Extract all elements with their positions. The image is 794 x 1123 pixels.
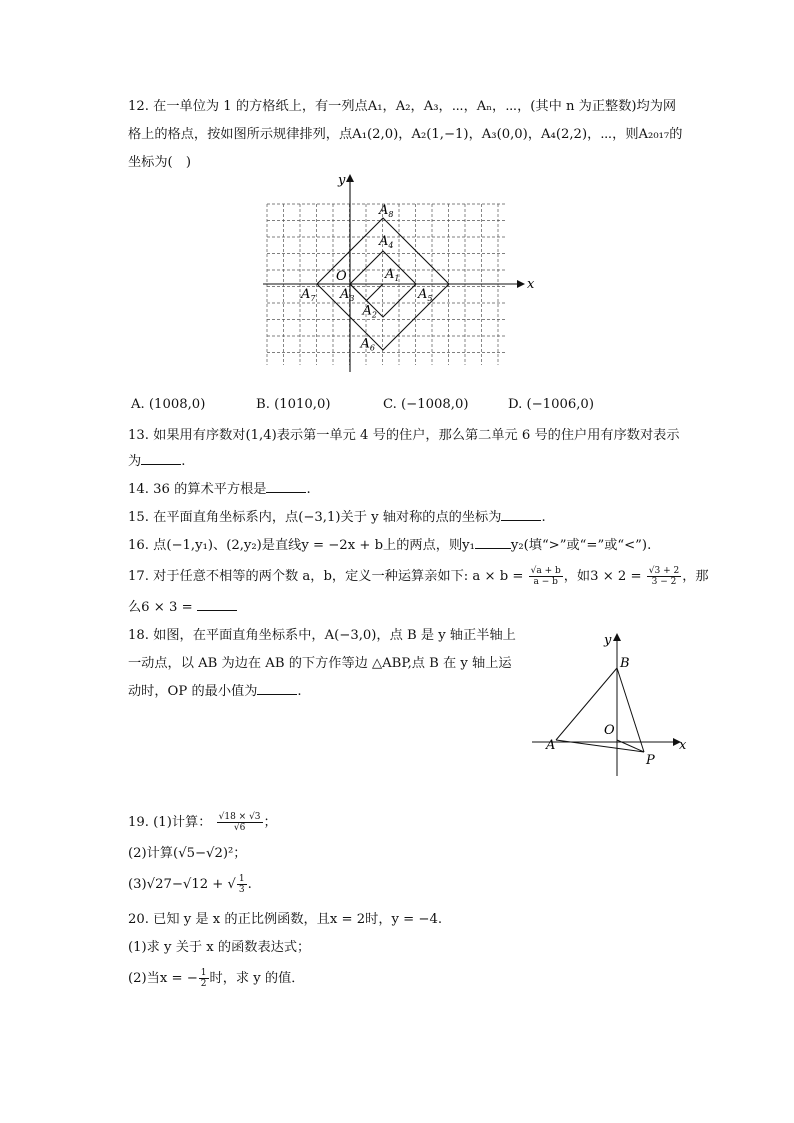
lattice-figure — [255, 172, 540, 377]
denominator: 2 — [200, 979, 207, 989]
q20-line3 — [128, 968, 305, 989]
denominator: a − b — [533, 577, 558, 587]
q19-p3-suffix: . — [247, 877, 252, 892]
q19-part1 — [128, 812, 277, 833]
q13-suffix: . — [181, 454, 186, 469]
label-b: B — [620, 656, 630, 671]
denominator: 3 − 2 — [651, 577, 677, 587]
point-label-a6: $A_6$ — [360, 336, 375, 353]
origin-label: O — [336, 269, 347, 284]
q17-end: ，那 — [682, 569, 709, 584]
y-label: y — [338, 173, 346, 188]
q17-line2-text: 么6 × 3 = — [128, 600, 193, 615]
q13-line1: 13. 如果用有序数对(1,4)表示第一单元 4 号的住户，那么第二单元 6 号的住户用有序数对表示 — [128, 428, 680, 443]
triangle-figure — [528, 628, 698, 778]
answer-blank — [501, 508, 541, 521]
numerator: √18 × √3 — [218, 812, 261, 822]
numerator: 1 — [200, 968, 207, 978]
segment-bp — [617, 668, 644, 752]
q19-part2: (2)计算(√5−√2)²； — [128, 846, 247, 861]
q17-middle: ，如3 × 2 = — [563, 569, 642, 584]
q16-suffix: y₂(填“>”或“=”或“<”). — [510, 538, 652, 553]
numerator: 1 — [238, 874, 245, 884]
q14-line — [128, 480, 311, 500]
x-arrow — [517, 280, 525, 288]
q17-line2 — [128, 598, 237, 618]
label-o: O — [604, 723, 615, 738]
answer-blank — [141, 452, 181, 465]
option-b: B. (1010,0) — [256, 397, 331, 412]
q20-prefix: (2)当x = − — [128, 971, 198, 986]
q14-prefix: 14. 36 的算术平方根是 — [128, 482, 267, 497]
q13-line2 — [128, 452, 185, 472]
fraction — [529, 566, 563, 587]
answer-blank — [475, 536, 511, 549]
point-label-a3: $A_3$ — [340, 287, 355, 303]
label-a: A — [546, 738, 556, 753]
answer-blank — [266, 480, 306, 493]
q12-line3: 坐标为( ) — [128, 155, 192, 170]
q18-line3 — [128, 682, 302, 702]
q15-suffix: . — [541, 510, 546, 525]
q12-line1: 12. 在一单位为 1 的方格纸上，有一列点A₁，A₂，A₃，⋯，Aₙ，⋯，(其中 n 为正整数)均为网 — [128, 99, 677, 114]
q14-suffix: . — [306, 482, 311, 497]
point-labels — [300, 173, 535, 353]
denominator: 3 — [238, 885, 245, 895]
q19-p1-prefix: 19. (1)计算： — [128, 815, 212, 830]
fraction — [647, 566, 681, 587]
q16-prefix: 16. 点(−1,y₁)、(2,y₂)是直线y = −2x + b上的两点，则y₁ — [128, 538, 475, 553]
q18-line2: 一动点，以 AB 为边在 AB 的下方作等边 △ABP,点 B 在 y 轴上运 — [128, 656, 512, 671]
q12-line2: 格上的格点，按如图所示规律排列，点A₁(2,0)，A₂(1,−1)，A₃(0,0)，A₄(2,2)，⋯，则A₂₀₁₇的 — [128, 127, 683, 142]
denominator: √6 — [233, 823, 246, 833]
q15-prefix: 15. 在平面直角坐标系内，点(−3,1)关于 y 轴对称的点的坐标为 — [128, 510, 502, 525]
point-label-a2: $A_2$ — [362, 303, 377, 320]
point-label-a7: $A_7$ — [301, 287, 316, 303]
q19-part3: (3)√27−√12 + √ $\frac{1}{3}$ . — [128, 874, 252, 895]
point-label-a8: $A_8$ — [379, 203, 394, 219]
option-d: D. (−1006,0) — [508, 397, 594, 412]
x-label: x — [527, 277, 535, 292]
q15-line — [128, 508, 546, 528]
point-label-a4: $A_4$ — [379, 234, 394, 250]
q16-line — [128, 536, 651, 556]
fraction — [217, 812, 263, 833]
answer-blank — [197, 598, 237, 611]
numerator: √a + b — [530, 566, 561, 576]
q20-suffix: 时，求 y 的值． — [209, 971, 305, 986]
fraction — [199, 968, 209, 989]
point-label-a5: $A_5$ — [418, 287, 433, 303]
label-p: P — [646, 753, 655, 768]
q17-prefix: 17. 对于任意不相等的两个数 a，b，定义一种运算亲如下: a × b = — [128, 569, 524, 584]
answer-blank — [257, 682, 297, 695]
label-y: y — [604, 633, 612, 648]
q18-prefix: 动时，OP 的最小值为 — [128, 684, 258, 699]
q18-suffix: . — [297, 684, 302, 699]
option-a: A. (1008,0) — [131, 397, 206, 412]
point-label-a1: $A_1$ — [385, 267, 400, 283]
y-arrow — [346, 174, 354, 182]
q19-p1-suffix: ； — [263, 815, 277, 830]
q17-line1 — [128, 566, 709, 587]
q20-line2: (1)求 y 关于 x 的函数表达式； — [128, 940, 311, 955]
option-c: C. (−1008,0) — [383, 397, 469, 412]
numerator: √3 + 2 — [648, 566, 680, 576]
label-x: x — [679, 738, 687, 753]
q18-line1: 18. 如图，在平面直角坐标系中，A(−3,0)，点 B 是 y 轴正半轴上 — [128, 628, 516, 643]
q19-p3-prefix: (3)√27−√12 + — [128, 877, 224, 892]
q13-prefix: 为 — [128, 454, 142, 469]
fraction — [237, 874, 247, 895]
q20-line1: 20. 已知 y 是 x 的正比例函数，且x = 2时，y = −4. — [128, 912, 443, 927]
